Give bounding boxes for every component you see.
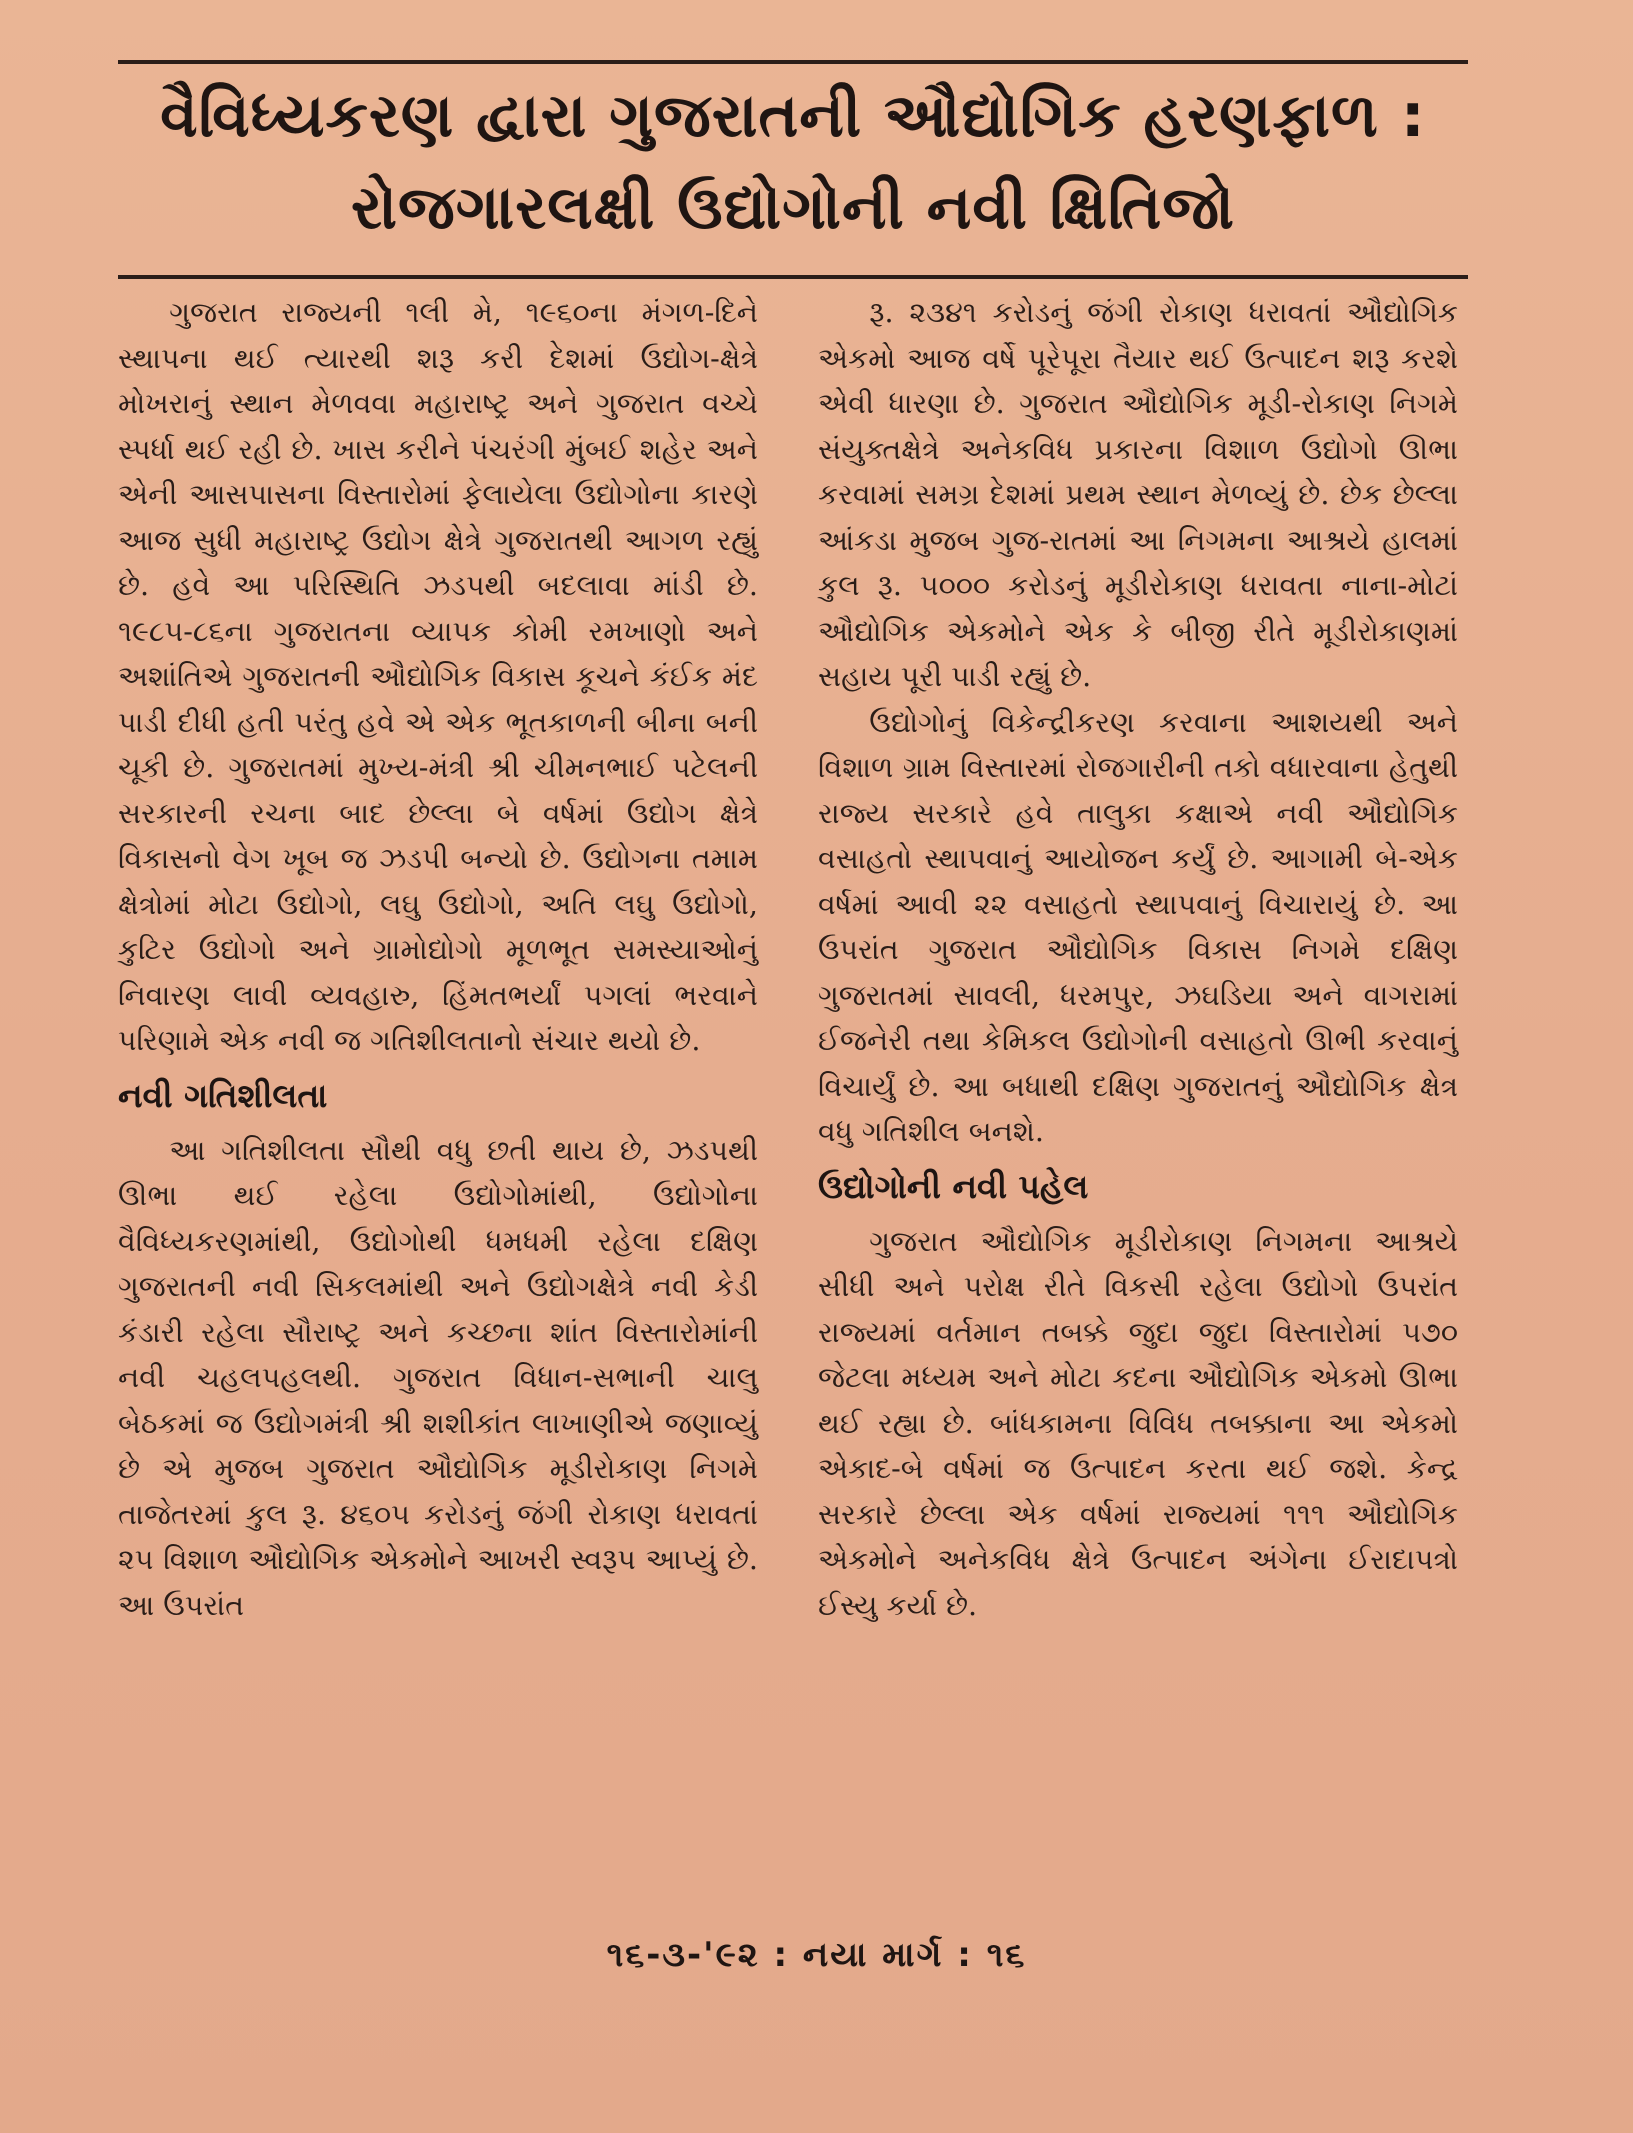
page-footer: ૧૬-૩-'૯૨ : નયા માર્ગ : ૧૬ <box>606 1935 1027 1975</box>
left-paragraph-2: આ ગતિશીલતા સૌથી વધુ છતી થાય છે, ઝડપથી ઊભા થઈ રહેલા ઉદ્યોગોમાંથી, ઉદ્યોગોના વૈવિધ્યકરણમાંથી, ઉદ્યોગોથી ધમધમી રહેલા દક્ષિણ ગુજરાતની નવી સિકલમાંથી અને ઉદ્યોગક્ષેત્રે નવી કેડી કંડારી રહેલા સૌરાષ્ટ્ર અને કચ્છના શાંત વિસ્તારોમાંની નવી ચહલપહલથી. ગુજરાત વિધાન-સભાની ચાલુ બેઠકમાં જ ઉદ્યોગમંત્રી શ્રી શશીકાંત લાખાણીએ જણાવ્યું છે એ મુજબ ગુજરાત ઔદ્યોગિક મૂડીરોકાણ નિગમે તાજેતરમાં કુલ રૂ. ૪૬૦૫ કરોડનું જંગી રોકાણ ધરાવતાં ૨૫ વિશાળ ઔદ્યોગિક એકમોને આખરી સ્વરૂપ આપ્યું છે. આ ઉપરાંત <box>118 1133 759 1622</box>
article-title <box>118 70 1468 254</box>
title-line-2: રોજગારલક્ષી ઉદ્યોગોની નવી ક્ષિતિજો <box>350 173 1236 243</box>
left-paragraph-1: ગુજરાત રાજ્યની ૧લી મે, ૧૯૬૦ના મંગળ-દિને સ્થાપના થઈ ત્યારથી શરૂ કરી દેશમાં ઉદ્યોગ-ક્ષેત્રે મોખરાનું સ્થાન મેળવવા મહારાષ્ટ્ર અને ગુજરાત વચ્ચે સ્પર્ધા થઈ રહી છે. ખાસ કરીને પંચરંગી મુંબઈ શહેર અને એની આસપાસના વિસ્તારોમાં ફેલાયેલા ઉદ્યોગોના કારણે આજ સુધી મહારાષ્ટ્ર ઉદ્યોગ ક્ષેત્રે ગુજરાતથી આગળ રહ્યું છે. હવે આ પરિસ્થિતિ ઝડપથી બદલાવા માંડી છે. ૧૯૮૫-૮૬ના ગુજરાતના વ્યાપક કોમી રમખાણો અને અશાંતિએ ગુજરાતની ઔદ્યોગિક વિકાસ કૂચને કંઈક મંદ પાડી દીધી હતી પરંતુ હવે એ એક ભૂતકાળની બીના બની ચૂકી છે. ગુજરાતમાં મુખ્ય-મંત્રી શ્રી ચીમનભાઈ પટેલની સરકારની રચના બાદ છેલ્લા બે વર્ષમાં ઉદ્યોગ ક્ષેત્રે વિકાસનો વેગ ખૂબ જ ઝડપી બન્યો છે. ઉદ્યોગના તમામ ક્ષેત્રોમાં મોટા ઉદ્યોગો, લઘુ ઉદ્યોગો, અતિ લઘુ ઉદ્યોગો, કુટિર ઉદ્યોગો અને ગ્રામોદ્યોગો મૂળભૂત સમસ્યાઓનું નિવારણ લાવી વ્યવહારુ, હિંમતભર્યાં પગલાં ભરવાને પરિણામે એક નવી જ ગતિશીલતાનો સંચાર થયો છે. <box>118 296 758 1057</box>
right-paragraph-3: ગુજરાત ઔદ્યોગિક મૂડીરોકાણ નિગમના આશ્રયે સીધી અને પરોક્ષ રીતે વિકસી રહેલા ઉદ્યોગો ઉપરાંત રાજ્યમાં વર્તમાન તબક્કે જુદા જુદા વિસ્તારોમાં ૫૭૦ જેટલા મધ્યમ અને મોટા કદના ઔદ્યોગિક એકમો ઊભા થઈ રહ્યા છે. બાંધકામના વિવિધ તબક્કાના આ એકમો એકાદ-બે વર્ષમાં જ ઉત્પાદન કરતા થઈ જશે. કેન્દ્ર સરકારે છેલ્લા એક વર્ષમાં રાજ્યમાં ૧૧૧ ઔદ્યોગિક એકમોને અનેકવિધ ક્ષેત્રે ઉત્પાદન અંગેના ઈરાદાપત્રો ઈસ્યુ કર્યા છે. <box>818 1224 1458 1622</box>
left-column <box>118 290 758 1628</box>
title-bottom-rule <box>118 275 1468 279</box>
title-line-1: વૈવિધ્યકરણ દ્વારા ગુજરાતની ઔદ્યોગિક હરણફાળ : <box>160 81 1426 151</box>
top-rule <box>118 60 1468 64</box>
section-heading-new-dynamism: નવી ગતિશીલતા <box>118 1075 328 1115</box>
section-heading-new-initiative: ઉદ્યોગોની નવી પહેલ <box>818 1166 1089 1206</box>
right-column <box>818 290 1458 1628</box>
right-paragraph-1: રૂ. ૨૩૪૧ કરોડનું જંગી રોકાણ ધરાવતાં ઔદ્યોગિક એકમો આજ વર્ષે પૂરેપૂરા તૈયાર થઈ ઉત્પાદન શરૂ કરશે એવી ધારણા છે. ગુજરાત ઔદ્યોગિક મૂડી-રોકાણ નિગમે સંયુક્તક્ષેત્રે અનેકવિધ પ્રકારના વિશાળ ઉદ્યોગો ઊભા કરવામાં સમગ્ર દેશમાં પ્રથમ સ્થાન મેળવ્યું છે. છેક છેલ્લા આંકડા મુજબ ગુજ-રાતમાં આ નિગમના આશ્રયે હાલમાં કુલ રૂ. ૫૦૦૦ કરોડનું મૂડીરોકાણ ધરાવતા નાના-મોટાં ઔદ્યોગિક એકમોને એક કે બીજી રીતે મૂડીરોકાણમાં સહાય પૂરી પાડી રહ્યું છે. <box>818 296 1458 693</box>
right-paragraph-2: ઉદ્યોગોનું વિકેન્દ્રીકરણ કરવાના આશયથી અને વિશાળ ગ્રામ વિસ્તારમાં રોજગારીની તકો વધારવાના હેતુથી રાજ્ય સરકારે હવે તાલુકા કક્ષાએ નવી ઔદ્યોગિક વસાહતો સ્થાપવાનું આયોજન કર્યું છે. આગામી બે-એક વર્ષમાં આવી ૨૨ વસાહતો સ્થાપવાનું વિચારાયું છે. આ ઉપરાંત ગુજરાત ઔદ્યોગિક વિકાસ નિગમે દક્ષિણ ગુજરાતમાં સાવલી, ધરમપુર, ઝઘડિયા અને વાગરામાં ઈજનેરી તથા કેમિકલ ઉદ્યોગોની વસાહતો ઊભી કરવાનું વિચાર્યું છે. આ બધાથી દક્ષિણ ગુજરાતનું ઔદ્યોગિક ક્ષેત્ર વધુ ગતિશીલ બનશે. <box>818 705 1458 1148</box>
